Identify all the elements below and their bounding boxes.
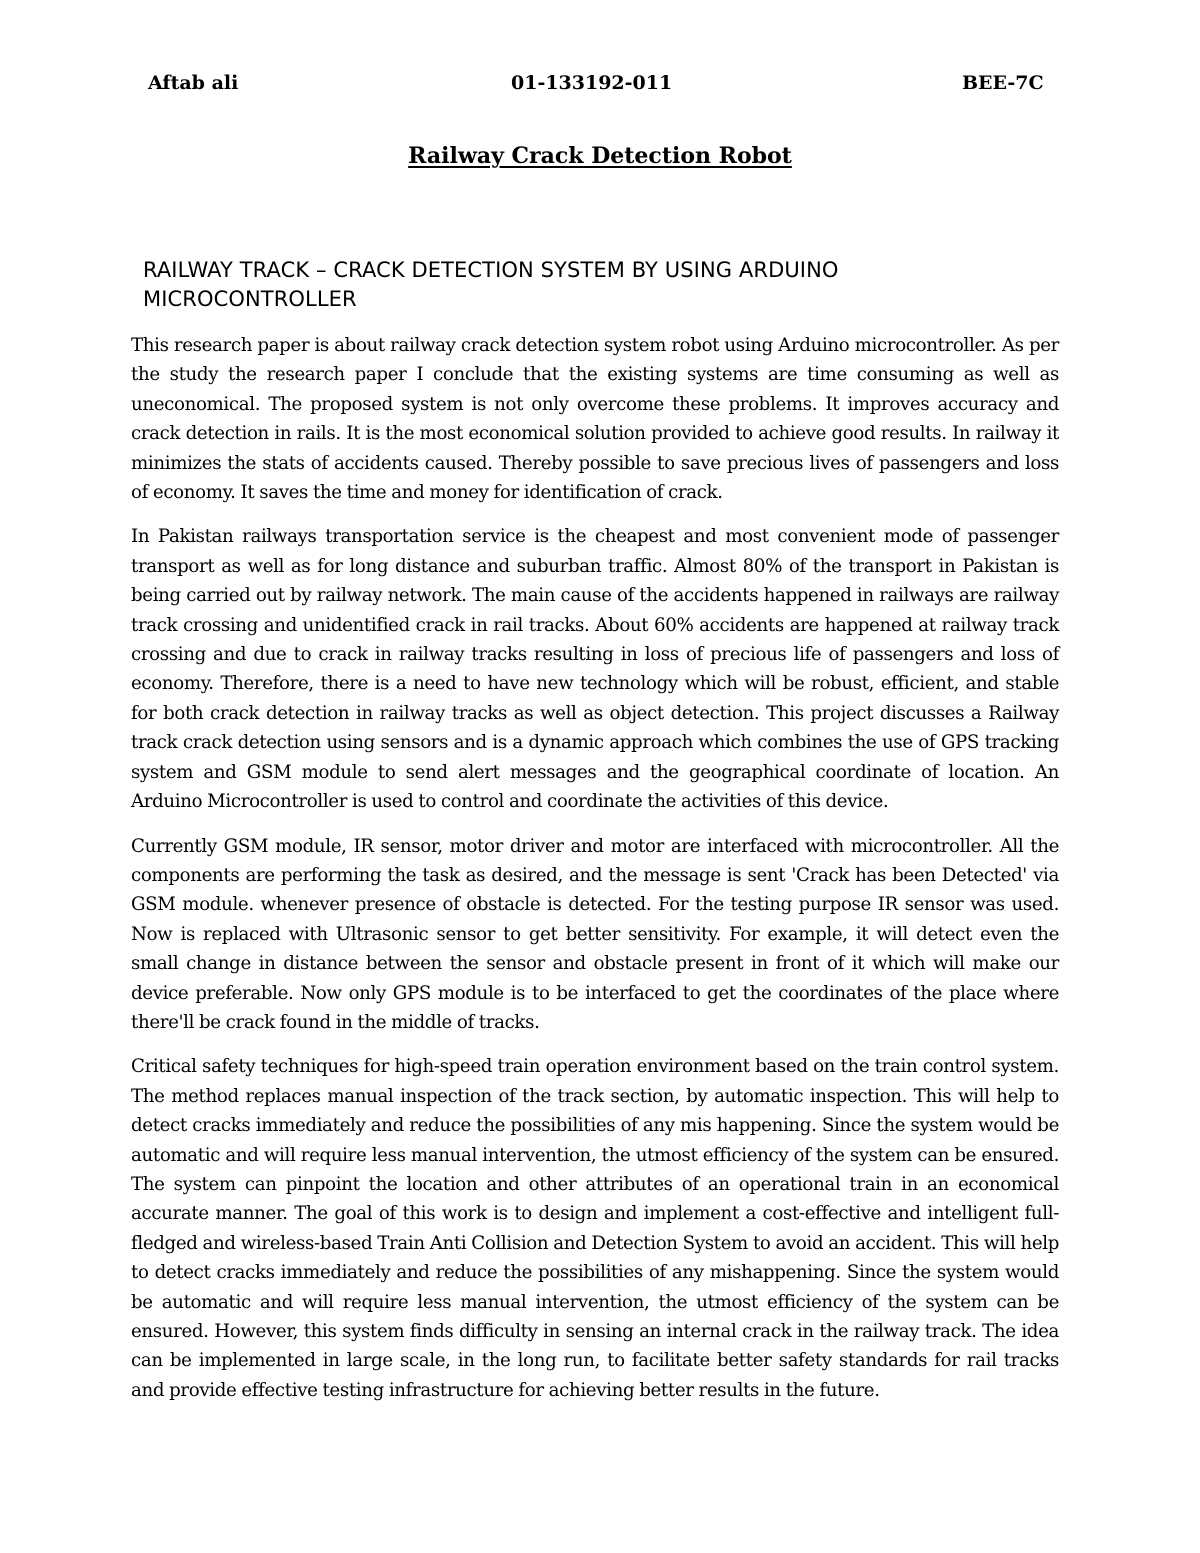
paragraph-3: Currently GSM module, IR sensor, motor driver and motor are interfaced with microcontroller. All the components are performing the task as desired, and the message is sent 'Crack has been Detected' via GSM module. whenever presence of obstacle is detected. For the testing purpose IR sensor was used. Now is replaced with Ultrasonic sensor to get better sensitivity. For example, it will detect even the small change in distance between the sensor and obstacle present in front of it which will make our device preferable. Now only GPS module is to be interfaced to get the coordinates of the place where there'll be crack found in the middle of tracks. — [131, 835, 1059, 1033]
section-heading: RAILWAY TRACK – CRACK DETECTION SYSTEM BY USING ARDUINO MICROCONTROLLER — [143, 258, 839, 311]
document-body — [131, 331, 1059, 1420]
document-title: Railway Crack Detection Robot — [408, 143, 792, 169]
page-header — [0, 72, 1200, 102]
header-student-id: 01-133192-011 — [511, 72, 673, 94]
paragraph-1: This research paper is about railway crack detection system robot using Arduino microcontroller. As per the study the research paper I conclude that the existing systems are time consuming as well as uneconomical. The proposed system is not only overcome these problems. It improves accuracy and crack detection in rails. It is the most economical solution provided to achieve good results. In railway it minimizes the stats of accidents caused. Thereby possible to save precious lives of passengers and loss of economy. It saves the time and money for identification of crack. — [131, 335, 1059, 504]
header-author: Aftab ali — [148, 72, 239, 94]
document-title-container — [0, 143, 1200, 169]
header-class: BEE-7C — [962, 72, 1044, 94]
paragraph-4: Critical safety techniques for high-speed train operation environment based on the train control system. The method replaces manual inspection of the track section, by automatic inspection. This will help to detect cracks immediately and reduce the possibilities of any mis happening. Since the system would be automatic and will require less manual intervention, the utmost efficiency of the system can be ensured. The system can pinpoint the location and other attributes of an operational train in an economical accurate manner. The goal of this work is to design and implement a cost-effective and intelligent full-fledged and wireless-based Train Anti Collision and Detection System to avoid an accident. This will help to detect cracks immediately and reduce the possibilities of any mishappening. Since the system would be automatic and will require less manual intervention, the utmost efficiency of the system can be ensured. However, this system finds difficulty in sensing an internal crack in the railway track. The idea can be implemented in large scale, in the long run, to facilitate better safety standards for rail tracks and provide effective testing infrastructure for achieving better results in the future. — [131, 1056, 1059, 1401]
paragraph-2: In Pakistan railways transportation service is the cheapest and most convenient mode of passenger transport as well as for long distance and suburban traffic. Almost 80% of the transport in Pakistan is being carried out by railway network. The main cause of the accidents happened in railways are railway track crossing and unidentified crack in rail tracks. About 60% accidents are happened at railway track crossing and due to crack in railway tracks resulting in loss of precious life of passengers and loss of economy. Therefore, there is a need to have new technology which will be robust, efficient, and stable for both crack detection in railway tracks as well as object detection. This project discusses a Railway track crack detection using sensors and is a dynamic approach which combines the use of GPS tracking system and GSM module to send alert messages and the geographical coordinate of location. An Arduino Microcontroller is used to control and coordinate the activities of this device. — [131, 526, 1059, 813]
